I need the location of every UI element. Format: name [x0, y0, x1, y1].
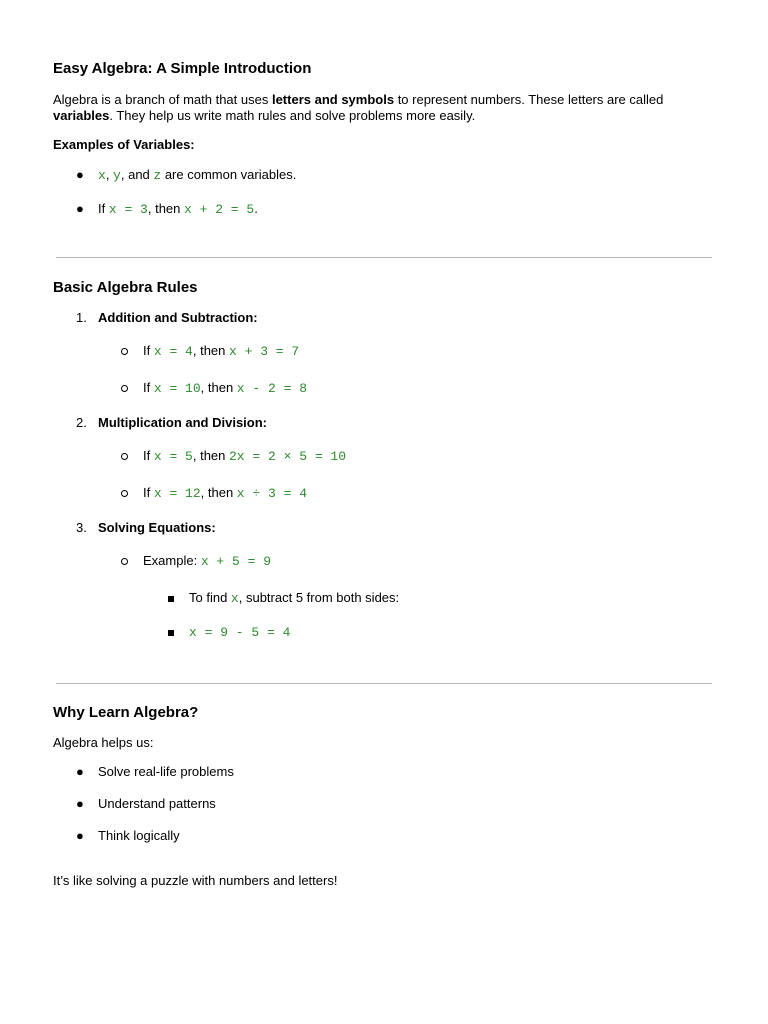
- list-text: , then: [147, 201, 184, 216]
- code-text: y: [113, 168, 121, 183]
- list-text: , subtract 5 from both sides:: [238, 590, 400, 605]
- list-item: Understand patterns: [98, 796, 216, 811]
- bullet-dot: ●: [76, 201, 84, 216]
- code-text: x = 5: [153, 449, 193, 464]
- list-text: If: [143, 380, 154, 395]
- list-text: To find: [189, 590, 231, 605]
- code-text: x - 2 = 8: [236, 381, 308, 396]
- list-item: [98, 167, 296, 184]
- list-text: are common variables.: [161, 167, 297, 182]
- intro-line-1: [53, 92, 663, 108]
- rule-label: Addition and Subtraction:: [98, 310, 258, 325]
- list-text: If: [98, 201, 109, 216]
- closing-text: It’s like solving a puzzle with numbers and letters!: [53, 873, 338, 888]
- intro-bold-2: variables: [53, 108, 110, 123]
- list-item: Solve real-life problems: [98, 764, 234, 779]
- bullet-dot: ●: [76, 167, 84, 182]
- list-item: [143, 448, 346, 465]
- code-text: x + 2 = 5: [184, 202, 255, 217]
- list-text: Example:: [143, 553, 201, 568]
- square-bullet: [168, 596, 174, 602]
- list-item: [189, 590, 399, 607]
- circle-bullet: [121, 490, 128, 497]
- rule-label: Solving Equations:: [98, 520, 216, 535]
- circle-bullet: [121, 558, 128, 565]
- code-text: 2x = 2 × 5 = 10: [229, 449, 347, 464]
- page-title: Easy Algebra: A Simple Introduction: [53, 60, 312, 77]
- code-text: x = 10: [153, 381, 201, 396]
- bullet-dot: ●: [76, 796, 84, 811]
- intro-text-1: Algebra is a branch of math that uses: [53, 92, 272, 107]
- code-text: x = 3: [108, 202, 148, 217]
- list-text: If: [143, 448, 154, 463]
- code-text: x = 12: [153, 486, 201, 501]
- bullet-dot: ●: [76, 764, 84, 779]
- intro-text-3: . They help us write math rules and solve problems more easily.: [109, 108, 476, 123]
- intro-text-2: to represent numbers. These letters are called: [394, 92, 664, 107]
- square-bullet: [168, 630, 174, 636]
- code-text: x + 3 = 7: [229, 344, 300, 359]
- rule-number: 1.: [76, 310, 87, 325]
- intro-line-2: [53, 108, 475, 124]
- intro-bold-1: letters and symbols: [271, 92, 395, 107]
- list-item: [143, 380, 307, 397]
- circle-bullet: [121, 385, 128, 392]
- code-text: x + 5 = 9: [200, 554, 272, 569]
- code-text: x: [230, 591, 239, 606]
- rules-heading: Basic Algebra Rules: [53, 279, 198, 296]
- circle-bullet: [121, 453, 128, 460]
- list-text: ,: [105, 167, 114, 182]
- list-item: [143, 485, 307, 502]
- code-text: x ÷ 3 = 4: [236, 486, 308, 501]
- divider: [56, 257, 712, 258]
- code-text: x = 9 - 5 = 4: [189, 625, 291, 640]
- list-item: [143, 343, 299, 360]
- list-text: , then: [200, 485, 237, 500]
- circle-bullet: [121, 348, 128, 355]
- list-text: , then: [200, 380, 237, 395]
- list-item: Think logically: [98, 828, 180, 843]
- list-item: [98, 201, 258, 218]
- why-heading: Why Learn Algebra?: [53, 704, 199, 721]
- code-text: z: [153, 168, 162, 183]
- rule-number: 3.: [76, 520, 87, 535]
- divider: [56, 683, 712, 684]
- why-lead: Algebra helps us:: [53, 735, 154, 750]
- list-text: .: [254, 201, 258, 216]
- list-text: , then: [192, 448, 229, 463]
- list-text: , then: [192, 343, 229, 358]
- rule-label: Multiplication and Division:: [98, 415, 267, 430]
- list-item: [189, 624, 290, 641]
- list-text: If: [143, 485, 154, 500]
- list-item: [143, 553, 271, 570]
- list-text: , and: [120, 167, 154, 182]
- bullet-dot: ●: [76, 828, 84, 843]
- rule-number: 2.: [76, 415, 87, 430]
- list-text: If: [143, 343, 154, 358]
- code-text: x = 4: [153, 344, 193, 359]
- code-text: x: [98, 168, 106, 183]
- variables-heading: Examples of Variables:: [53, 137, 195, 152]
